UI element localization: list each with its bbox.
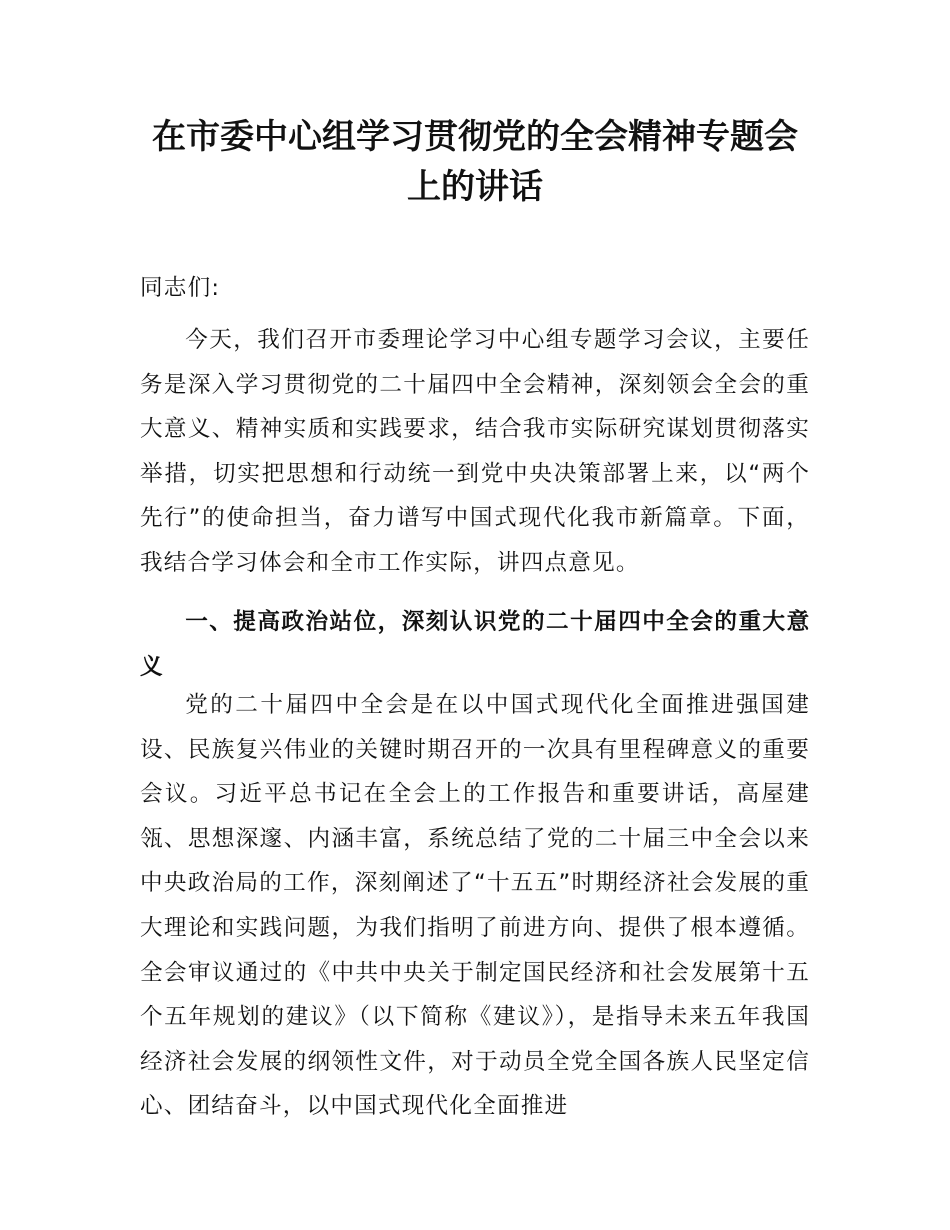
paragraph-intro: 今天，我们召开市委理论学习中心组专题学习会议，主要任务是深入学习贯彻党的二十届四中全会精神，深刻领会全会的重大意义、精神实质和实践要求，结合我市实际研究谋划贯彻落实举措，切实把思想和行动统一到党中央决策部署上来，以“两个先行”的使命担当，奋力谱写中国式现代化我市新篇章。下面，我结合学习体会和全市工作实际，讲四点意见。 [140, 327, 810, 576]
section-heading-1: 一、提高政治站位，深刻认识党的二十届四中全会的重大意义 [140, 609, 810, 680]
title-line-2: 上的讲话 [407, 167, 543, 207]
title-line-1: 在市委中心组学习贯彻党的全会精神专题会 [152, 117, 798, 157]
salutation: 同志们: [140, 275, 221, 301]
page-title [140, 112, 810, 212]
paragraph-section-1: 党的二十届四中全会是在以中国式现代化全面推进强国建设、民族复兴伟业的关键时期召开的一次具有里程碑意义的重要会议。习近平总书记在全会上的工作报告和重要讲话，高屋建瓴、思想深邃、内涵丰富，系统总结了党的二十届三中全会以来中央政治局的工作，深刻阐述了“十五五”时期经济社会发展的重大理论和实践问题，为我们指明了前进方向、提供了根本遵循。全会审议通过的《中共中央关于制定国民经济和社会发展第十五个五年规划的建议》（以下简称《建议》），是指导未来五年我国经济社会发展的纲领性文件，对于动员全党全国各族人民坚定信心、团结奋斗，以中国式现代化全面推进 [140, 692, 810, 1120]
